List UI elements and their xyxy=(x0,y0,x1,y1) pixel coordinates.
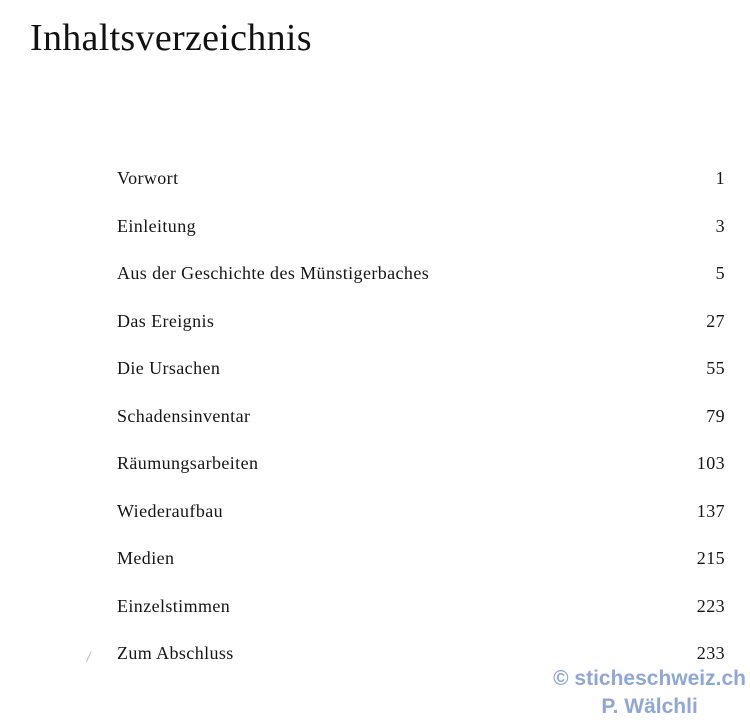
toc-entry-title: Schadensinventar xyxy=(117,405,251,426)
toc-entry-page: 27 xyxy=(706,310,725,331)
toc-entry-title: Aus der Geschichte des Münstigerbaches xyxy=(117,263,430,283)
toc-entry-einleitung xyxy=(117,211,725,259)
page-title: Inhaltsverzeichnis xyxy=(30,17,312,59)
toc-entry-vorwort xyxy=(117,163,725,211)
watermark-line-2: P. Wälchli xyxy=(601,695,698,718)
scan-speck-mark xyxy=(86,651,97,665)
toc-entry-page: 215 xyxy=(696,548,725,568)
toc-entry-raeumungsarbeiten xyxy=(117,448,725,496)
watermark-line-1: © sticheschweiz.ch xyxy=(553,667,746,690)
toc-entry-einzelstimmen xyxy=(117,591,725,639)
toc-entry-wiederaufbau xyxy=(117,496,725,544)
toc-entry-page: 103 xyxy=(696,453,725,473)
toc-entry-page: 55 xyxy=(706,358,725,378)
toc-entry-page: 137 xyxy=(696,500,725,521)
toc-entry-title: Wiederaufbau xyxy=(117,500,224,521)
toc-entry-schadensinventar xyxy=(117,401,725,449)
toc-entry-title: Einleitung xyxy=(117,215,196,236)
toc-entry-ursachen xyxy=(117,353,725,401)
toc-entry-title: Das Ereignis xyxy=(117,310,215,331)
toc-entry-page: 223 xyxy=(696,595,725,616)
toc-entry-title: Medien xyxy=(117,548,175,568)
toc-entry-title: Die Ursachen xyxy=(117,358,221,378)
toc-entry-title: Vorwort xyxy=(117,168,179,188)
toc-entry-page: 79 xyxy=(706,405,725,426)
copyright-watermark xyxy=(553,665,746,721)
toc-entry-ereignis xyxy=(117,306,725,354)
table-of-contents xyxy=(117,163,725,686)
toc-entry-page: 1 xyxy=(715,168,725,188)
toc-entry-title: Zum Abschluss xyxy=(117,643,234,663)
toc-entry-title: Räumungsarbeiten xyxy=(117,453,259,473)
toc-entry-title: Einzelstimmen xyxy=(117,595,231,616)
toc-entry-page: 3 xyxy=(715,215,725,236)
toc-entry-page: 5 xyxy=(715,263,725,283)
toc-entry-medien xyxy=(117,543,725,591)
toc-entry-page: 233 xyxy=(696,643,725,663)
toc-entry-geschichte xyxy=(117,258,725,306)
